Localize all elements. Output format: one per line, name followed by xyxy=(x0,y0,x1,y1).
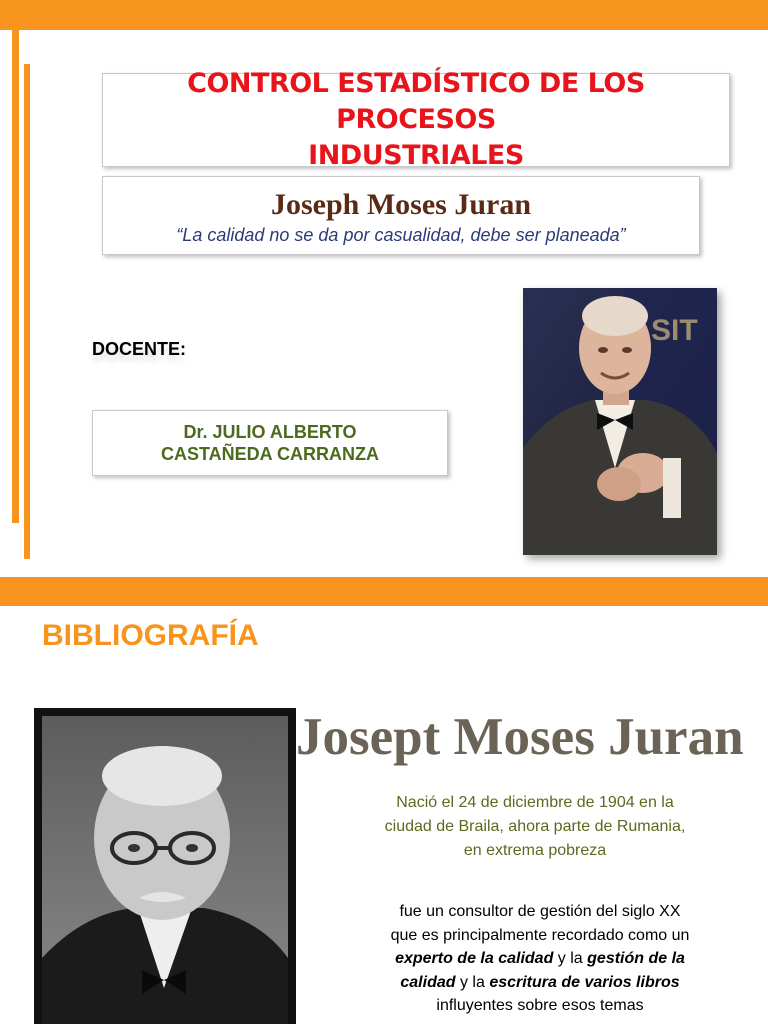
bio-line5: influyentes sobre esos temas xyxy=(436,997,644,1014)
bio-line4 xyxy=(340,971,740,995)
bio-line3 xyxy=(340,947,740,971)
birth-line2: ciudad de Braila, ahora parte de Rumania, xyxy=(384,818,686,835)
docente-box xyxy=(92,410,448,476)
bio-connector-2: y la xyxy=(455,973,490,991)
slide-title-line1: CONTROL ESTADÍSTICO DE LOS PROCESOS xyxy=(187,68,645,135)
docente-label: DOCENTE: xyxy=(92,339,186,359)
bio-line2: que es principalmente recordado como un xyxy=(390,926,690,944)
docente-name-line2: CASTAÑEDA CARRANZA xyxy=(161,444,379,464)
bio-line1: fue un consultor de gestión del siglo XX xyxy=(399,903,681,920)
subject-quote: “La calidad no se da por casualidad, debe ser planeada” xyxy=(176,225,626,245)
juran-bw-portrait-photo xyxy=(34,708,296,1024)
bio-connector-1: y la xyxy=(553,950,588,967)
subject-name: Joseph Moses Juran xyxy=(270,188,532,221)
birth-line1: Nació el 24 de diciembre de 1904 en la xyxy=(396,794,674,811)
docente-name xyxy=(161,421,379,465)
bio-emphasis-1: experto de la calidad xyxy=(395,950,554,967)
title-box xyxy=(102,68,730,171)
juran-name-heading: Josept Moses Juran xyxy=(296,708,744,766)
birth-line3: en extrema pobreza xyxy=(463,842,607,859)
left-accent-line xyxy=(12,30,19,523)
subject-box xyxy=(102,176,700,255)
juran-portrait-photo xyxy=(523,288,717,555)
docente-name-line1: Dr. JULIO ALBERTO xyxy=(183,422,357,442)
bio-emphasis-2b: calidad xyxy=(400,973,456,991)
top-accent-bar xyxy=(0,0,768,30)
slide-title-line2: INDUSTRIALES xyxy=(308,140,524,171)
birth-paragraph xyxy=(340,791,730,863)
bio-emphasis-2a: gestión de la xyxy=(587,950,685,967)
left-accent-line-inner xyxy=(24,64,30,559)
bio-emphasis-3: escritura de varios libros xyxy=(489,973,680,991)
bibliografia-heading: BIBLIOGRAFÍA xyxy=(42,619,259,652)
slide-title xyxy=(103,66,729,174)
svg-text:SIT: SIT xyxy=(651,314,698,347)
slide-divider-bar xyxy=(0,577,768,606)
bio-paragraph xyxy=(340,900,740,1018)
